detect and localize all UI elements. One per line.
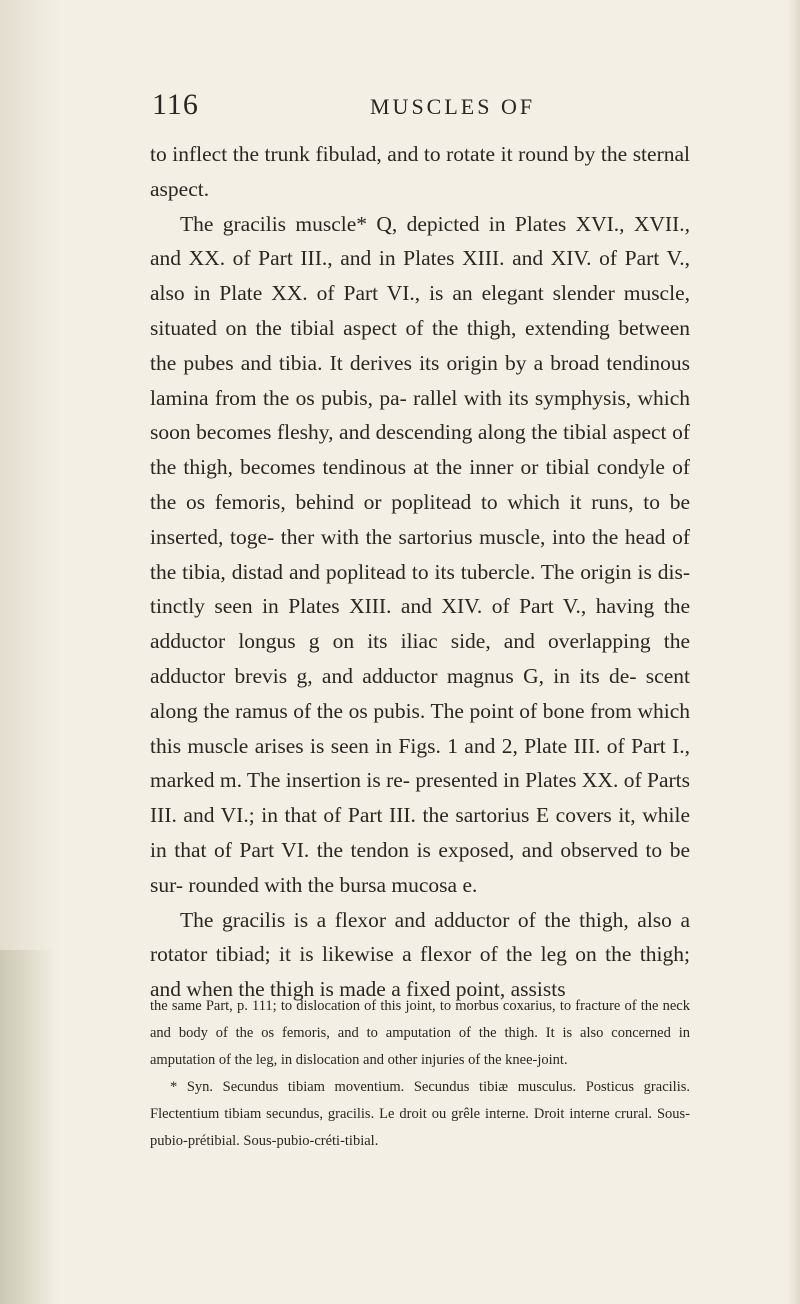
running-head: MUSCLES OF (370, 94, 536, 119)
page-stain-bottom-left (0, 950, 55, 1304)
paragraph-2: The gracilis muscle* Q, depicted in Plates XVI., XVII., and XX. of Part III., and in Plates XIII. and XIV. of Part V., also in Plate XX. of Part VI., is an elegant slender muscle, situated on the tibial aspect of the thigh, extending between the pubes and tibia. It derives its origin by a broad tendinous lamina from the os pubis, pa- rallel with its symphysis, which soon becomes fleshy, and descending along the tibial aspect of the thigh, becomes tendinous at the inner or tibial condyle of the os femoris, behind or poplitead to which it runs, to be inserted, toge- ther with the sartorius muscle, into the head of the tibia, distad and poplitead to its tubercle. The origin is dis- tinctly seen in Plates XIII. and XIV. of Part V., having the adductor longus g on its iliac side, and overlapping the adductor brevis g, and adductor magnus G, in its de- scent along the ramus of the os pubis. The point of bone from which this muscle arises is seen in Figs. 1 and 2, Plate III. of Part I., marked m. The insertion is re- presented in Plates XX. of Parts III. and VI.; in that of Part III. the sartorius E covers it, while in that of Part VI. the tendon is exposed, and observed to be sur- rounded with the bursa mucosa e. (150, 211, 690, 897)
footnote-synonyms: * Syn. Secundus tibiam moventium. Secundus tibiæ musculus. Posticus gracilis. Flectentium tibiam secundus, gracilis. Le droit ou grêle interne. Droit interne crural. Sous-pubio-prétibial. Sous-pubio-créti-tibial. (150, 1079, 690, 1149)
page-number: 116 (152, 88, 199, 121)
page-header (152, 88, 672, 128)
page-edge-right (788, 0, 800, 1304)
footnote-continuation: the same Part, p. 111; to dislocation of this joint, to morbus coxarius, to fracture of the neck and body of the os femoris, and to amputation of the thigh. It is also concerned in amputation of the leg, in dislocation and other injuries of the knee-joint. (150, 998, 690, 1068)
footnotes (150, 993, 690, 1155)
paragraph-3: The gracilis is a flexor and adductor of the thigh, also a rotator tibiad; it is likewise a flexor of the leg on the thigh; and when the thigh is made a fixed point, assists (150, 907, 690, 1002)
paragraph-1: to inflect the trunk fibulad, and to rotate it round by the sternal aspect. (150, 142, 690, 201)
main-text (150, 137, 690, 1007)
